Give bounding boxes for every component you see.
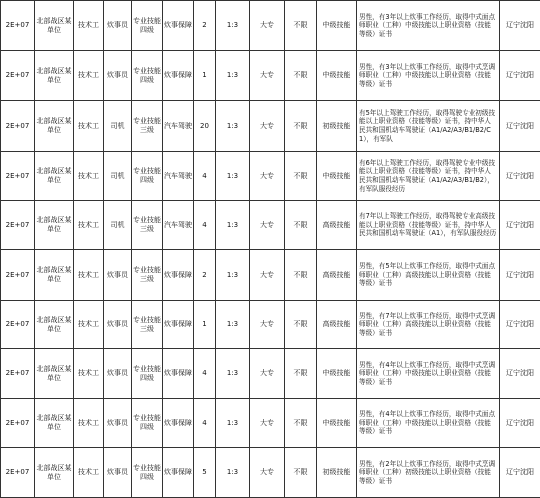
skill-level-cell: 高级技能 [317, 250, 357, 301]
age-cell: 不限 [285, 250, 317, 301]
job-title-cell: 炊事员 [104, 51, 132, 101]
requirement-cell: 男性，有3年以上炊事工作经历，取得中式烹调师职业（工种）中级技能以上职业资格（技能等级）证书 [357, 51, 500, 101]
count-cell: 4 [194, 152, 216, 201]
age-cell: 不限 [285, 349, 317, 399]
unit-cell: 北部战区某单位 [35, 349, 74, 399]
job-title-cell: 司机 [104, 152, 132, 201]
unit-cell: 北部战区某单位 [35, 201, 74, 250]
age-cell: 不限 [285, 51, 317, 101]
code-cell: 2E+07 [1, 349, 35, 399]
count-cell: 4 [194, 201, 216, 250]
count-cell: 2 [194, 250, 216, 301]
location-cell: 辽宁沈阳 [500, 1, 540, 51]
code-cell: 2E+07 [1, 448, 35, 498]
age-cell: 不限 [285, 301, 317, 349]
post-type-cell: 技术工 [74, 349, 104, 399]
skill-level-cell: 中级技能 [317, 399, 357, 448]
education-cell: 大专 [250, 250, 285, 301]
requirement-cell: 男性，有7年以上炊事工作经历，取得中式烹调师职业（工种）高级技能以上职业资格（技能等级）证书 [357, 301, 500, 349]
table-body [1, 1, 540, 498]
major-cell: 炊事保障 [163, 51, 194, 101]
job-title-cell: 司机 [104, 101, 132, 152]
requirement-cell: 男性，有4年以上炊事工作经历，取得中式烹调师职业（工种）中级技能以上职业资格（技能等级）证书 [357, 349, 500, 399]
job-title-cell: 炊事员 [104, 250, 132, 301]
code-cell: 2E+07 [1, 250, 35, 301]
skill-level-cell: 中级技能 [317, 1, 357, 51]
grade-cell: 专业技能四级 [132, 349, 163, 399]
code-cell: 2E+07 [1, 201, 35, 250]
table-row [1, 101, 540, 152]
job-title-cell: 炊事员 [104, 399, 132, 448]
ratio-cell: 1:3 [216, 1, 250, 51]
education-cell: 大专 [250, 152, 285, 201]
ratio-cell: 1:3 [216, 399, 250, 448]
age-cell: 不限 [285, 399, 317, 448]
requirement-cell: 有6年以上驾驶工作经历，取得驾驶专业中级技能以上职业资格（技能等级）证书，持中华人民共和国机动车驾驶证（A1/A2/A3/B1/B2），有军队服役经历 [357, 152, 500, 201]
location-cell: 辽宁沈阳 [500, 51, 540, 101]
major-cell: 炊事保障 [163, 250, 194, 301]
education-cell: 大专 [250, 51, 285, 101]
requirement-cell: 男性，有2年以上炊事工作经历，取得中式烹调师职业（工种）初级技能以上职业资格（技能等级）证书 [357, 448, 500, 498]
age-cell: 不限 [285, 152, 317, 201]
table-row [1, 152, 540, 201]
skill-level-cell: 初级技能 [317, 448, 357, 498]
age-cell: 不限 [285, 101, 317, 152]
skill-level-cell: 中级技能 [317, 152, 357, 201]
skill-level-cell: 高级技能 [317, 201, 357, 250]
age-cell: 不限 [285, 448, 317, 498]
age-cell: 不限 [285, 201, 317, 250]
table-row [1, 448, 540, 498]
location-cell: 辽宁沈阳 [500, 201, 540, 250]
table-row [1, 349, 540, 399]
education-cell: 大专 [250, 349, 285, 399]
requirement-cell: 男性，有5年以上炊事工作经历，取得中式面点师职业（工种）高级技能以上职业资格（技能等级）证书 [357, 250, 500, 301]
job-title-cell: 炊事员 [104, 349, 132, 399]
grade-cell: 专业技能四级 [132, 399, 163, 448]
major-cell: 炊事保障 [163, 349, 194, 399]
table-row [1, 201, 540, 250]
post-type-cell: 技术工 [74, 201, 104, 250]
major-cell: 炊事保障 [163, 301, 194, 349]
code-cell: 2E+07 [1, 399, 35, 448]
code-cell: 2E+07 [1, 152, 35, 201]
post-type-cell: 技术工 [74, 399, 104, 448]
count-cell: 20 [194, 101, 216, 152]
table-row [1, 51, 540, 101]
table-row [1, 1, 540, 51]
location-cell: 辽宁沈阳 [500, 448, 540, 498]
requirement-cell: 有7年以上驾驶工作经历，取得驾驶专业高级技能以上职业资格（技能等级）证书，持中华人民共和国机动车驾驶证（A1），有军队服役经历 [357, 201, 500, 250]
post-type-cell: 技术工 [74, 448, 104, 498]
location-cell: 辽宁沈阳 [500, 250, 540, 301]
table-row [1, 399, 540, 448]
major-cell: 汽车驾驶 [163, 101, 194, 152]
grade-cell: 专业技能三级 [132, 201, 163, 250]
post-type-cell: 技术工 [74, 51, 104, 101]
post-type-cell: 技术工 [74, 250, 104, 301]
ratio-cell: 1:3 [216, 349, 250, 399]
unit-cell: 北部战区某单位 [35, 101, 74, 152]
count-cell: 5 [194, 448, 216, 498]
count-cell: 1 [194, 301, 216, 349]
education-cell: 大专 [250, 448, 285, 498]
skill-level-cell: 初级技能 [317, 101, 357, 152]
unit-cell: 北部战区某单位 [35, 301, 74, 349]
job-title-cell: 炊事员 [104, 448, 132, 498]
major-cell: 汽车驾驶 [163, 152, 194, 201]
unit-cell: 北部战区某单位 [35, 1, 74, 51]
post-type-cell: 技术工 [74, 101, 104, 152]
grade-cell: 专业技能三级 [132, 101, 163, 152]
grade-cell: 专业技能三级 [132, 301, 163, 349]
location-cell: 辽宁沈阳 [500, 152, 540, 201]
post-type-cell: 技术工 [74, 152, 104, 201]
ratio-cell: 1:3 [216, 301, 250, 349]
unit-cell: 北部战区某单位 [35, 448, 74, 498]
post-type-cell: 技术工 [74, 301, 104, 349]
major-cell: 汽车驾驶 [163, 201, 194, 250]
skill-level-cell: 中级技能 [317, 349, 357, 399]
post-type-cell: 技术工 [74, 1, 104, 51]
requirement-cell: 有5年以上驾驶工作经历，取得驾驶专业初级技能以上职业资格（技能等级）证书，持中华人民共和国机动车驾驶证（A1/A2/A3/B1/B2/C1），有军队 [357, 101, 500, 152]
job-title-cell: 炊事员 [104, 301, 132, 349]
unit-cell: 北部战区某单位 [35, 250, 74, 301]
table-row [1, 301, 540, 349]
unit-cell: 北部战区某单位 [35, 51, 74, 101]
location-cell: 辽宁沈阳 [500, 301, 540, 349]
count-cell: 1 [194, 51, 216, 101]
table-row [1, 250, 540, 301]
ratio-cell: 1:3 [216, 250, 250, 301]
count-cell: 4 [194, 399, 216, 448]
education-cell: 大专 [250, 301, 285, 349]
major-cell: 炊事保障 [163, 448, 194, 498]
education-cell: 大专 [250, 1, 285, 51]
requirement-cell: 男性，有4年以上炊事工作经历，取得中式面点师职业（工种）中级技能以上职业资格（技能等级）证书 [357, 399, 500, 448]
grade-cell: 专业技能三级 [132, 250, 163, 301]
ratio-cell: 1:3 [216, 448, 250, 498]
job-title-cell: 司机 [104, 201, 132, 250]
unit-cell: 北部战区某单位 [35, 399, 74, 448]
education-cell: 大专 [250, 201, 285, 250]
education-cell: 大专 [250, 399, 285, 448]
education-cell: 大专 [250, 101, 285, 152]
grade-cell: 专业技能四级 [132, 51, 163, 101]
major-cell: 炊事保障 [163, 1, 194, 51]
code-cell: 2E+07 [1, 301, 35, 349]
skill-level-cell: 中级技能 [317, 51, 357, 101]
skill-level-cell: 高级技能 [317, 301, 357, 349]
ratio-cell: 1:3 [216, 152, 250, 201]
requirement-cell: 男性，有3年以上炊事工作经历，取得中式面点师职业（工种）中级技能以上职业资格（技能等级）证书 [357, 1, 500, 51]
location-cell: 辽宁沈阳 [500, 101, 540, 152]
ratio-cell: 1:3 [216, 101, 250, 152]
ratio-cell: 1:3 [216, 201, 250, 250]
job-title-cell: 炊事员 [104, 1, 132, 51]
code-cell: 2E+07 [1, 51, 35, 101]
location-cell: 辽宁沈阳 [500, 349, 540, 399]
code-cell: 2E+07 [1, 101, 35, 152]
code-cell: 2E+07 [1, 1, 35, 51]
grade-cell: 专业技能四级 [132, 1, 163, 51]
count-cell: 2 [194, 1, 216, 51]
location-cell: 辽宁沈阳 [500, 399, 540, 448]
grade-cell: 专业技能四级 [132, 152, 163, 201]
major-cell: 炊事保障 [163, 399, 194, 448]
ratio-cell: 1:3 [216, 51, 250, 101]
count-cell: 4 [194, 349, 216, 399]
unit-cell: 北部战区某单位 [35, 152, 74, 201]
age-cell: 不限 [285, 1, 317, 51]
grade-cell: 专业技能四级 [132, 448, 163, 498]
